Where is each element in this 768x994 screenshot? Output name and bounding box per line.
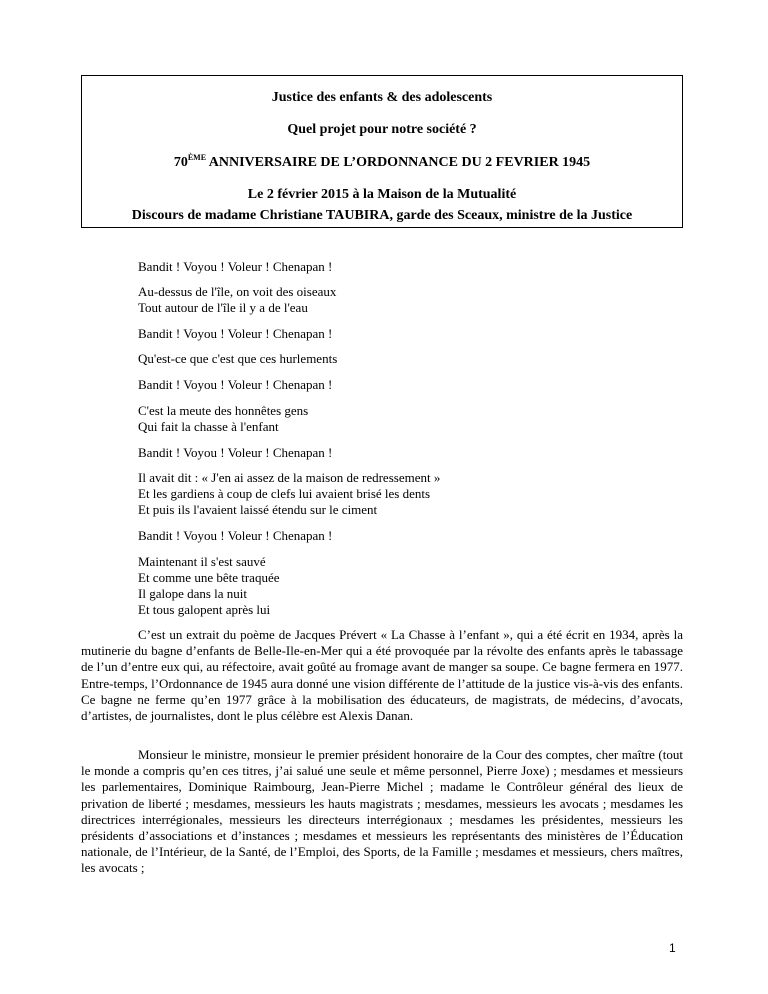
poem-line: Au-dessus de l'île, on voit des oiseaux <box>138 284 337 299</box>
paragraph-text: C’est un extrait du poème de Jacques Prévert « La Chasse à l’enfant », qui a été écrit en 1934, après la mutinerie du bagne d’enfants de Belle-Ile-en-Mer qui a été provoquée par la révolte des enfants après le tabassage de l’un d’entre eux qui, au réfectoire, avait goûté au fromage avant de manger sa soupe. Ce bagne fermera en 1977. Entre-temps, l’Ordonnance de 1945 aura donné une vision différente de l’attitude de la justice vis-à-vis des enfants. Ce bagne ne ferme qu’en 1977 grâce à la mobilisation des éducateurs, de magistrats, de médecins, d’avocats, d’artistes, de journalistes, dont le plus célèbre est Alexis Danan. <box>81 627 683 724</box>
anniversary-title <box>82 155 682 171</box>
poem-line: Il galope dans la nuit <box>138 586 248 601</box>
poem-line: Et tous galopent après lui <box>138 602 271 617</box>
poem-line: Qui fait la chasse à l'enfant <box>138 419 279 434</box>
poem-line: Il avait dit : « J'en ai assez de la maison de redressement » <box>138 470 441 485</box>
conference-title: Justice des enfants & des adolescents <box>271 90 493 105</box>
poem-line: Et les gardiens à coup de clefs lui avaient brisé les dents <box>138 486 431 501</box>
conference-subtitle: Quel projet pour notre société ? <box>287 122 477 137</box>
poem-line: Maintenant il s'est sauvé <box>138 554 266 569</box>
paragraph-text: Monsieur le ministre, monsieur le premier président honoraire de la Cour des comptes, cher maître (tout le monde a compris qu’en ces titres, j’ai salué une seule et même personnel, Pierre Joxe) ; mesdames et messieurs les parlementaires, Dominique Raimbourg, Jean-Pierre Michel ; madame le Contrôleur général des lieux de privation de liberté ; mesdames, messieurs les hauts magistrats ; mesdames, messieurs les avocats ; mesdames les directrices interrégionales, messieurs les directeurs interrégionaux ; mesdames les présidentes, messieurs les présidents d’associations et d’instances ; mesdames et messieurs les représentants des ministères de l’Éducation nationale, de l’Intérieur, de la Santé, de l’Emploi, des Sports, de la Famille ; mesdames et messieurs, chers maîtres, les avocats ; <box>81 747 683 876</box>
anniversary-number: 70 <box>173 155 188 170</box>
anniversary-ordinal: ÈME <box>187 153 207 162</box>
poem-line: Et puis ils l'avaient laissé étendu sur le ciment <box>138 502 378 517</box>
paragraph-prevert-context <box>81 627 683 724</box>
poem-line: Et comme une bête traquée <box>138 570 280 585</box>
poem-line: C'est la meute des honnêtes gens <box>138 403 309 418</box>
title-box <box>81 75 683 228</box>
poem-refrain: Bandit ! Voyou ! Voleur ! Chenapan ! <box>138 326 333 341</box>
speech-attribution: Discours de madame Christiane TAUBIRA, garde des Sceaux, ministre de la Justice <box>131 208 633 223</box>
poem-line: Tout autour de l'île il y a de l'eau <box>138 300 308 315</box>
paragraph-salutations <box>81 747 683 877</box>
poem-line: Qu'est-ce que c'est que ces hurlements <box>138 351 338 366</box>
poem-refrain: Bandit ! Voyou ! Voleur ! Chenapan ! <box>138 259 333 274</box>
anniversary-text: ANNIVERSAIRE DE L’ORDONNANCE DU 2 FEVRIER 1945 <box>206 155 591 170</box>
page-number: 1 <box>669 941 676 955</box>
poem-refrain: Bandit ! Voyou ! Voleur ! Chenapan ! <box>138 377 333 392</box>
poem-refrain: Bandit ! Voyou ! Voleur ! Chenapan ! <box>138 528 333 543</box>
event-date-location: Le 2 février 2015 à la Maison de la Mutualité <box>247 187 517 202</box>
poem-refrain: Bandit ! Voyou ! Voleur ! Chenapan ! <box>138 445 333 460</box>
